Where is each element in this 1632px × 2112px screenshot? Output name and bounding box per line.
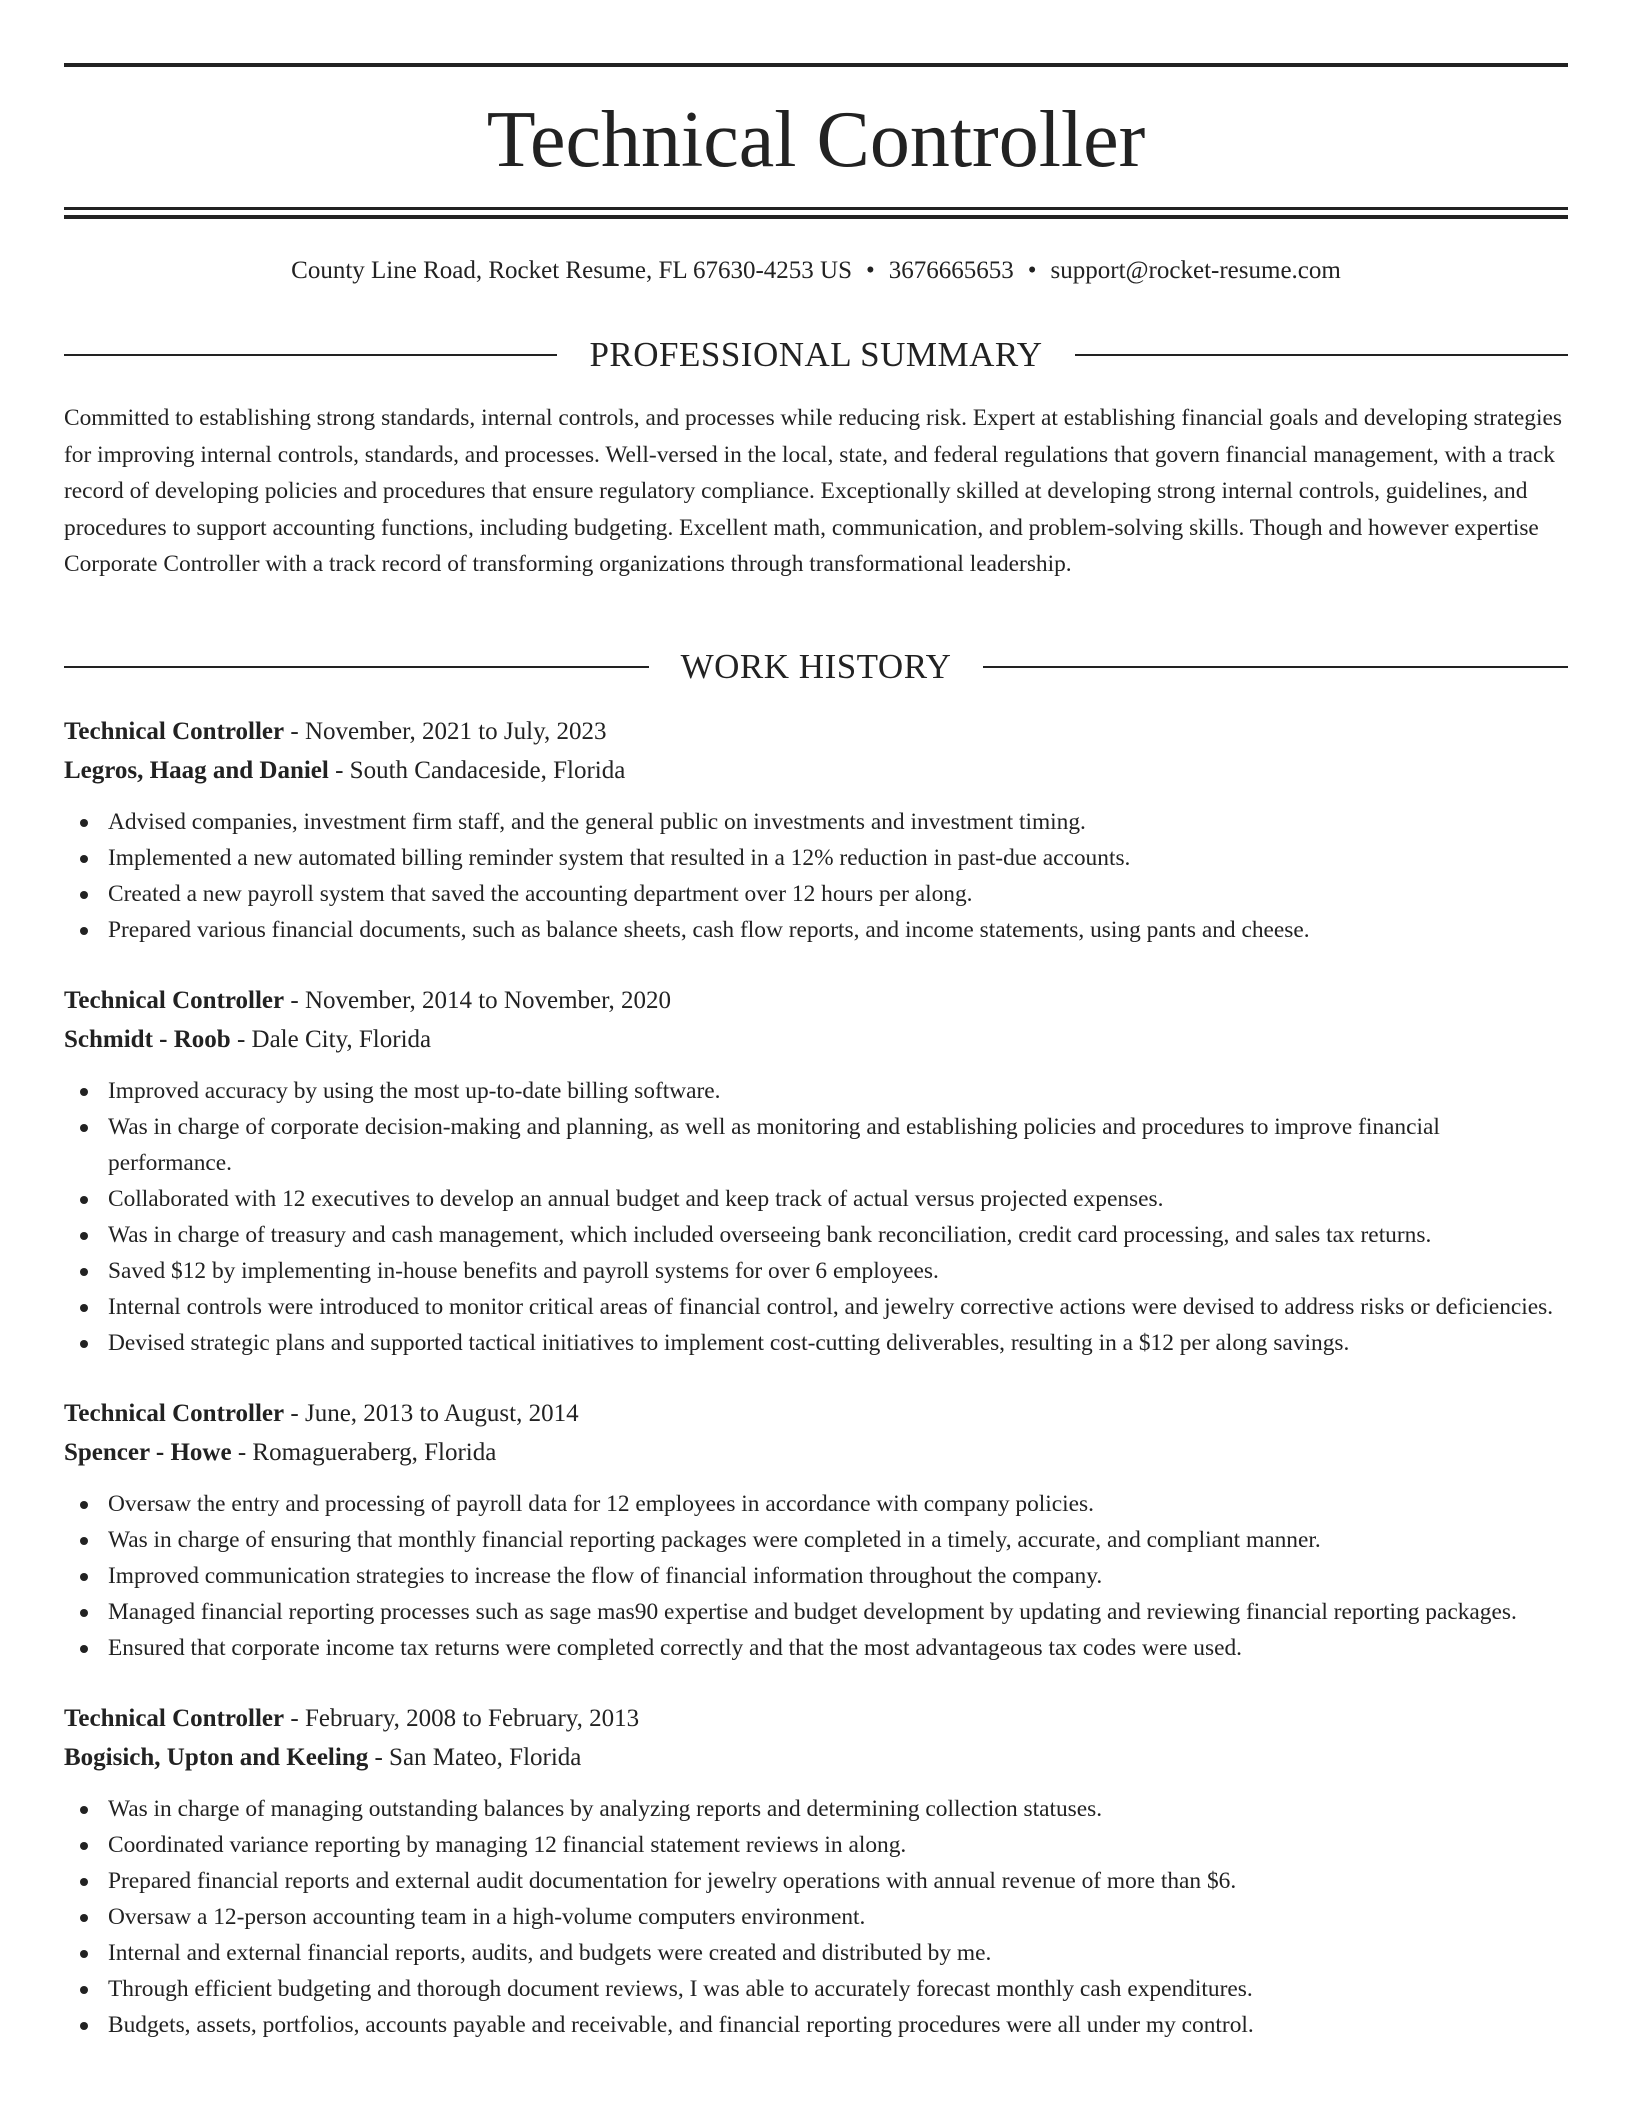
bullet-text: Devised strategic plans and supported tactical initiatives to implement cost-cutting deliverables, resulting in a $12 per along savings. bbox=[108, 1330, 1350, 1356]
list-item bbox=[108, 1289, 1568, 1325]
bullet-text: Prepared financial reports and external audit documentation for jewelry operations with annual revenue of more than $6. bbox=[108, 1868, 1237, 1894]
job-location: - Romagueraberg, Florida bbox=[231, 1438, 497, 1466]
top-rule bbox=[64, 63, 1568, 67]
bullet-dot-icon bbox=[80, 1573, 88, 1581]
bullet-dot-icon bbox=[80, 927, 88, 935]
heading-rule-left bbox=[64, 666, 649, 668]
list-item bbox=[108, 1827, 1568, 1863]
work-history-heading-label: WORK HISTORY bbox=[680, 647, 952, 686]
job-title-line bbox=[64, 713, 1568, 752]
job-bullets bbox=[64, 1791, 1568, 2043]
job-title-line bbox=[64, 1395, 1568, 1434]
bullet-text: Oversaw a 12-person accounting team in a high-volume computers environment. bbox=[108, 1904, 866, 1930]
work-history-list bbox=[64, 713, 1568, 2077]
list-item bbox=[108, 1899, 1568, 1935]
bullet-text: Implemented a new automated billing reminder system that resulted in a 12% reduction in past-due accounts. bbox=[108, 845, 1131, 871]
bullet-dot-icon bbox=[80, 1914, 88, 1922]
job-entry bbox=[64, 1700, 1568, 2043]
contact-separator: • bbox=[866, 257, 875, 284]
heading-rule-left bbox=[64, 354, 557, 356]
list-item bbox=[108, 1181, 1568, 1217]
bullet-text: Managed financial reporting processes such as sage mas90 expertise and budget development by updating and reviewing financial reporting packages. bbox=[108, 1599, 1517, 1625]
summary-text: Committed to establishing strong standards, internal controls, and processes while reducing risk. Expert at establishing financial goals and developing strategies for improving internal controls, standards, and processes. Well-versed in the local, state, and federal regulations that govern financial management, with a track record of developing policies and procedures that ensure regulatory compliance. Exceptionally skilled at developing strong internal controls, guidelines, and procedures to support accounting functions, including budgeting. Excellent math, communication, and problem-solving skills. Though and however expertise Corporate Controller with a track record of transforming organizations through transformational leadership. bbox=[64, 405, 1562, 577]
title-rule-lower bbox=[64, 215, 1568, 219]
bullet-dot-icon bbox=[80, 891, 88, 899]
job-entry bbox=[64, 982, 1568, 1361]
summary-heading-label: PROFESSIONAL SUMMARY bbox=[589, 335, 1043, 374]
bullet-dot-icon bbox=[80, 1340, 88, 1348]
job-bullets bbox=[64, 1073, 1568, 1361]
job-company-line bbox=[64, 1434, 1568, 1473]
job-bullets bbox=[64, 1486, 1568, 1666]
list-item bbox=[108, 1325, 1568, 1361]
bullet-text: Internal controls were introduced to monitor critical areas of financial control, and jewelry corrective actions were devised to address risks or deficiencies. bbox=[108, 1294, 1554, 1320]
job-role: Technical Controller bbox=[64, 1705, 285, 1732]
bullet-text: Saved $12 by implementing in-house benefits and payroll systems for over 6 employees. bbox=[108, 1258, 939, 1284]
bullet-text: Improved accuracy by using the most up-to-date billing software. bbox=[108, 1078, 721, 1104]
bullet-dot-icon bbox=[80, 855, 88, 863]
bullet-dot-icon bbox=[80, 1232, 88, 1240]
work-history-heading bbox=[64, 647, 1568, 687]
bullet-dot-icon bbox=[80, 1609, 88, 1617]
bullet-dot-icon bbox=[80, 1878, 88, 1886]
bullet-text: Prepared various financial documents, such as balance sheets, cash flow reports, and income statements, using pants and cheese. bbox=[108, 917, 1310, 943]
bullet-text: Oversaw the entry and processing of payroll data for 12 employees in accordance with company policies. bbox=[108, 1491, 1094, 1517]
bullet-dot-icon bbox=[80, 1842, 88, 1850]
bullet-dot-icon bbox=[80, 1124, 88, 1132]
contact-address: County Line Road, Rocket Resume, FL 67630-4253 US bbox=[291, 257, 852, 284]
bullet-dot-icon bbox=[80, 1268, 88, 1276]
job-company: Bogisich, Upton and Keeling bbox=[64, 1743, 369, 1771]
bullet-text: Collaborated with 12 executives to develop an annual budget and keep track of actual versus projected expenses. bbox=[108, 1186, 1164, 1212]
job-role: Technical Controller bbox=[64, 718, 285, 745]
bullet-text: Through efficient budgeting and thorough document reviews, I was able to accurately forecast monthly cash expenditures. bbox=[108, 1976, 1253, 2002]
bullet-dot-icon bbox=[80, 1645, 88, 1653]
bullet-text: Coordinated variance reporting by managing 12 financial statement reviews in along. bbox=[108, 1832, 907, 1858]
bullet-dot-icon bbox=[80, 1950, 88, 1958]
title-rule-upper bbox=[64, 207, 1568, 210]
list-item bbox=[108, 1109, 1568, 1181]
contact-separator: • bbox=[1027, 257, 1037, 284]
bullet-dot-icon bbox=[80, 819, 88, 827]
list-item bbox=[108, 2007, 1568, 2043]
job-dates: - November, 2014 to November, 2020 bbox=[284, 987, 671, 1014]
bullet-text: Improved communication strategies to increase the flow of financial information throughout the company. bbox=[108, 1563, 1103, 1589]
heading-rule-right bbox=[1075, 354, 1568, 356]
bullet-dot-icon bbox=[80, 1537, 88, 1545]
job-role: Technical Controller bbox=[64, 987, 285, 1014]
bullet-text: Was in charge of managing outstanding balances by analyzing reports and determining collection statuses. bbox=[108, 1796, 1103, 1822]
list-item bbox=[108, 1522, 1568, 1558]
job-company: Schmidt - Roob bbox=[64, 1025, 231, 1053]
contact-phone: 3676665653 bbox=[888, 257, 1014, 284]
job-company: Spencer - Howe bbox=[64, 1438, 232, 1466]
list-item bbox=[108, 1253, 1568, 1289]
heading-rule-right bbox=[983, 666, 1568, 668]
list-item bbox=[108, 1935, 1568, 1971]
bullet-dot-icon bbox=[80, 1986, 88, 1994]
job-role: Technical Controller bbox=[64, 1400, 285, 1427]
bullet-text: Budgets, assets, portfolios, accounts payable and receivable, and financial reporting procedures were all under my control. bbox=[108, 2012, 1254, 2038]
bullet-text: Ensured that corporate income tax returns were completed correctly and that the most advantageous tax codes were used. bbox=[108, 1635, 1243, 1661]
list-item bbox=[108, 1791, 1568, 1827]
job-dates: - November, 2021 to July, 2023 bbox=[284, 718, 607, 745]
resume-title: Technical Controller bbox=[486, 96, 1146, 184]
job-entry bbox=[64, 1395, 1568, 1666]
bullet-text: Internal and external financial reports, audits, and budgets were created and distributed by me. bbox=[108, 1940, 992, 1966]
job-bullets bbox=[64, 804, 1568, 948]
bullet-dot-icon bbox=[80, 1304, 88, 1312]
bullet-dot-icon bbox=[80, 1501, 88, 1509]
list-item bbox=[108, 1594, 1568, 1630]
list-item bbox=[108, 1217, 1568, 1253]
bullet-text: Created a new payroll system that saved the accounting department over 12 hours per along. bbox=[108, 881, 973, 907]
job-company-line bbox=[64, 1739, 1568, 1778]
job-dates: - February, 2008 to February, 2013 bbox=[284, 1705, 640, 1732]
job-company-line bbox=[64, 1021, 1568, 1060]
bullet-text: Was in charge of corporate decision-making and planning, as well as monitoring and establishing policies and procedures to improve financial performance. bbox=[108, 1114, 1440, 1176]
bullet-dot-icon bbox=[80, 1806, 88, 1814]
job-company: Legros, Haag and Daniel bbox=[64, 756, 329, 784]
job-entry bbox=[64, 713, 1568, 948]
list-item bbox=[108, 1971, 1568, 2007]
list-item bbox=[108, 804, 1568, 840]
job-location: - San Mateo, Florida bbox=[368, 1743, 582, 1771]
job-location: - South Candaceside, Florida bbox=[328, 756, 626, 784]
bullet-dot-icon bbox=[80, 1088, 88, 1096]
list-item bbox=[108, 1630, 1568, 1666]
list-item bbox=[108, 1863, 1568, 1899]
bullet-text: Advised companies, investment firm staff, and the general public on investments and investment timing. bbox=[108, 809, 1086, 835]
bullet-text: Was in charge of treasury and cash management, which included overseeing bank reconciliation, credit card processing, and sales tax returns. bbox=[108, 1222, 1432, 1248]
contact-line bbox=[64, 254, 1568, 288]
list-item bbox=[108, 876, 1568, 912]
contact-email: support@rocket-resume.com bbox=[1050, 257, 1341, 284]
list-item bbox=[108, 840, 1568, 876]
job-company-line bbox=[64, 752, 1568, 791]
list-item bbox=[108, 1558, 1568, 1594]
job-title-line bbox=[64, 982, 1568, 1021]
list-item bbox=[108, 912, 1568, 948]
summary-heading bbox=[64, 335, 1568, 375]
list-item bbox=[108, 1486, 1568, 1522]
job-location: - Dale City, Florida bbox=[230, 1025, 432, 1053]
job-dates: - June, 2013 to August, 2014 bbox=[284, 1400, 579, 1427]
list-item bbox=[108, 1073, 1568, 1109]
bullet-dot-icon bbox=[80, 2022, 88, 2030]
bullet-text: Was in charge of ensuring that monthly financial reporting packages were completed in a timely, accurate, and compliant manner. bbox=[108, 1527, 1321, 1553]
bullet-dot-icon bbox=[80, 1196, 88, 1204]
job-title-line bbox=[64, 1700, 1568, 1739]
